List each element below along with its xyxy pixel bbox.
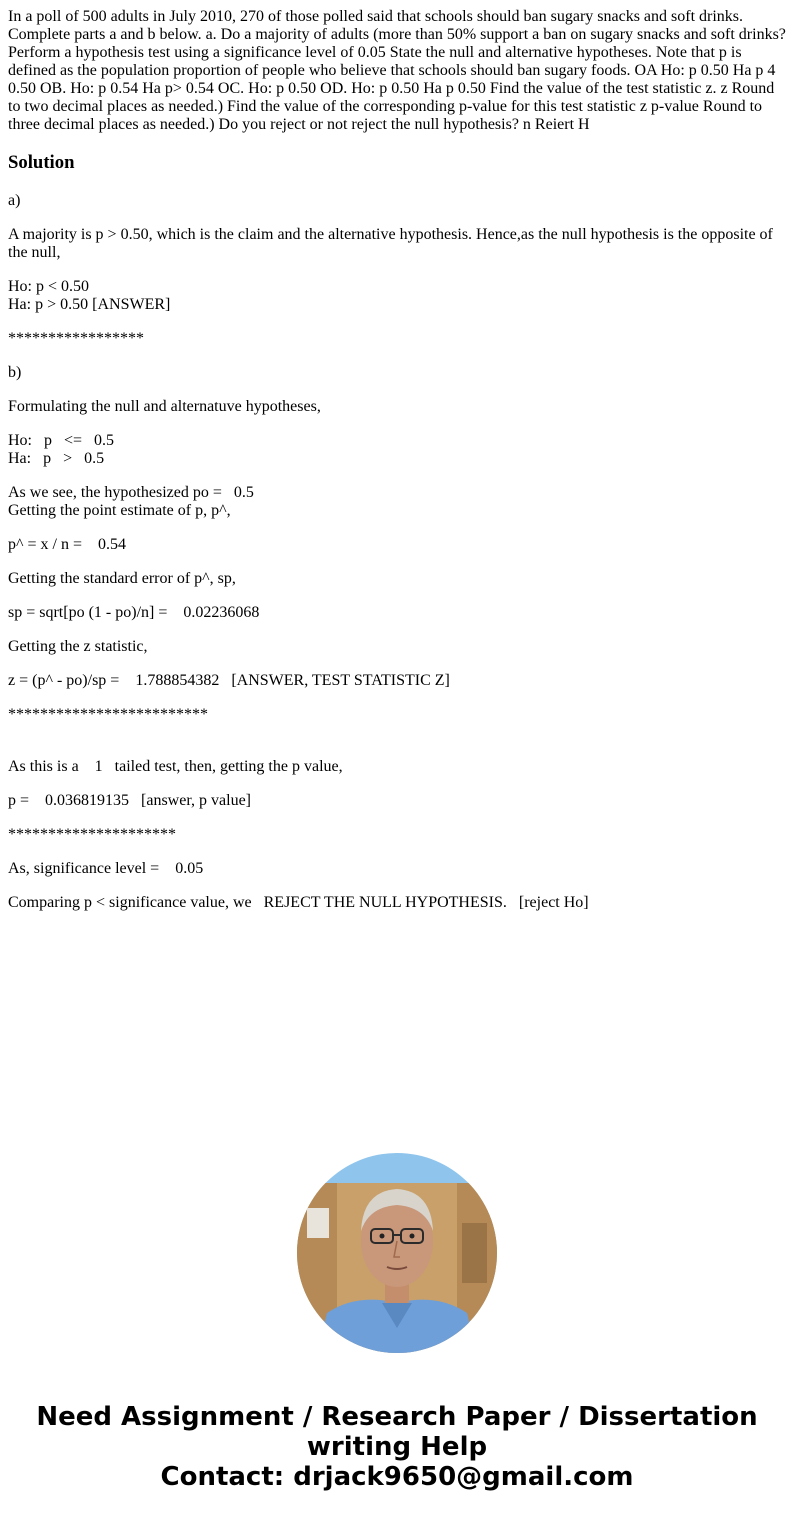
part-a-null-hypothesis: Ho: p < 0.50 (8, 278, 90, 295)
point-estimate: p^ = x / n = 0.54 (8, 536, 126, 553)
z-statistic-intro: Getting the z statistic, (8, 638, 148, 655)
part-b-null-hypothesis: Ho: p <= 0.5 (8, 432, 115, 449)
solution-heading: Solution (8, 152, 75, 173)
part-a-explanation: A majority is p > 0.50, which is the claim and the alternative hypothesis. Hence,as the null hypothesis is the opposite of the null, (8, 226, 773, 261)
hypothesized-value: As we see, the hypothesized po = 0.5 (8, 484, 254, 501)
part-a-label: a) (8, 192, 21, 209)
part-a-stars: ***************** (8, 330, 144, 347)
point-estimate-intro: Getting the point estimate of p, p^, (8, 502, 231, 519)
part-a-alt-hypothesis: Ha: p > 0.50 [ANSWER] (8, 296, 171, 313)
author-portrait-image (297, 1153, 497, 1353)
footer-line-1: Need Assignment / Research Paper / Dissertation (36, 1402, 758, 1432)
tailed-test: As this is a 1 tailed test, then, getting the p value, (8, 758, 343, 775)
part-b-formulating: Formulating the null and alternatuve hypotheses, (8, 398, 321, 415)
conclusion: Comparing p < significance value, we REJECT THE NULL HYPOTHESIS. [reject Ho] (8, 894, 589, 911)
author-photo (297, 1153, 497, 1353)
p-value: p = 0.036819135 [answer, p value] (8, 792, 251, 809)
part-b-hypotheses (8, 432, 788, 468)
part-b-stars-1: ************************* (8, 706, 208, 723)
part-b-stars-2: ********************* (8, 826, 176, 843)
document-body (8, 8, 788, 928)
significance-level: As, significance level = 0.05 (8, 860, 204, 877)
z-statistic: z = (p^ - po)/sp = 1.788854382 [ANSWER, TEST STATISTIC Z] (8, 672, 450, 689)
standard-error-intro: Getting the standard error of p^, sp, (8, 570, 236, 587)
part-b-point-estimate-block (8, 484, 788, 520)
part-b-alt-hypothesis: Ha: p > 0.5 (8, 450, 105, 467)
footer-contact: Contact: drjack9650@gmail.com (160, 1462, 634, 1492)
footer-banner (0, 1402, 794, 1492)
question-text: In a poll of 500 adults in July 2010, 270 of those polled said that schools should ban sugary snacks and soft drinks. Complete parts a and b below. a. Do a majority of adults (more than 50% support a ban on sugary snacks and soft drinks? Perform a hypothesis test using a significance level of 0.05 State the null and alternative hypotheses. Note that p is defined as the population proportion of people who believe that schools should ban sugary foods. OA Ho: p 0.50 Ha p 4 0.50 OB. Ho: p 0.54 Ha p> 0.54 OC. Ho: p 0.50 OD. Ho: p 0.50 Ha p 0.50 Find the value of the test statistic z. z Round to two decimal places as needed.) Find the value of the corresponding p-value for this test statistic z p-value Round to three decimal places as needed.) Do you reject or not reject the null hypothesis? n Reiert H (8, 8, 786, 133)
footer-line-2: writing Help (306, 1432, 488, 1462)
standard-error: sp = sqrt[po (1 - po)/n] = 0.02236068 (8, 604, 260, 621)
part-a-hypotheses (8, 278, 788, 314)
part-b-label: b) (8, 364, 22, 381)
